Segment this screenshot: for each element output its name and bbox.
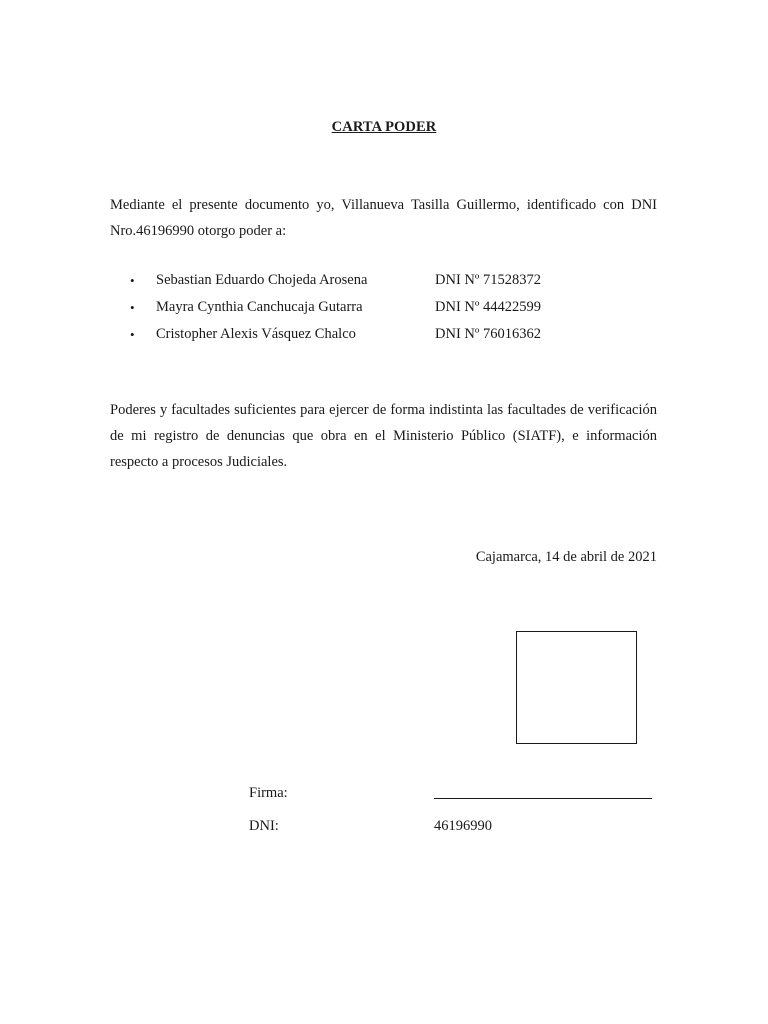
bullet-icon: • (130, 273, 135, 288)
firma-label: Firma: (249, 785, 288, 801)
bullet-icon: • (130, 327, 135, 342)
list-item (130, 294, 650, 321)
person-name: Cristopher Alexis Vásquez Chalco (156, 326, 356, 342)
person-dni: DNI Nº 76016362 (435, 326, 541, 342)
document-title: CARTA PODER (331, 119, 437, 135)
list-item (130, 267, 650, 294)
signature-line (434, 798, 652, 799)
place-date: Cajamarca, 14 de abril de 2021 (475, 549, 657, 565)
person-name: Mayra Cynthia Canchucaja Gutarra (156, 299, 363, 315)
intro-paragraph: Mediante el presente documento yo, Villanueva Tasilla Guillermo, identificado con DNI Nro.46196990 otorgo poder a: (110, 197, 657, 239)
dni-value: 46196990 (434, 818, 492, 834)
list-item (130, 321, 650, 348)
fingerprint-box (516, 631, 637, 744)
dni-label: DNI: (249, 818, 279, 834)
person-dni: DNI Nº 71528372 (435, 272, 541, 288)
authorized-persons-list (130, 267, 650, 348)
powers-paragraph: Poderes y facultades suficientes para ejercer de forma indistinta las facultades de verificación de mi registro de denuncias que obra en el Ministerio Público (SIATF), e información respecto a procesos Judiciales. (110, 402, 657, 470)
bullet-icon: • (130, 300, 135, 315)
person-name: Sebastian Eduardo Chojeda Arosena (156, 272, 368, 288)
person-dni: DNI Nº 44422599 (435, 299, 541, 315)
